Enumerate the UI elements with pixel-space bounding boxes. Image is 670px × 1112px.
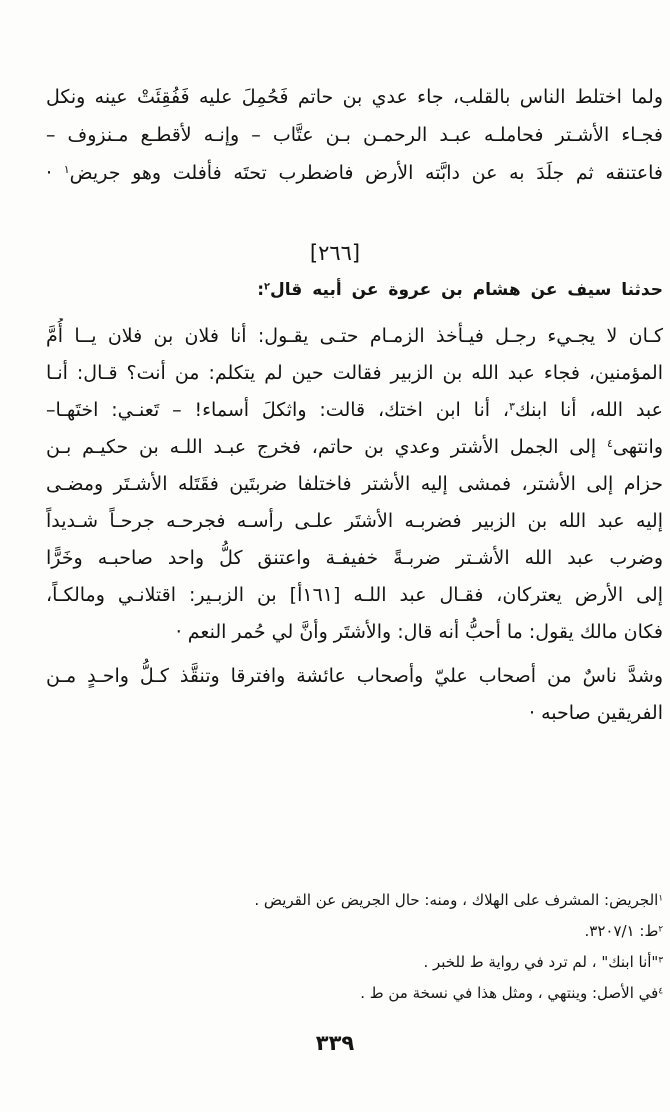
text-line [46,275,663,305]
text-run: ولما اختلط الناس بالقلب، جاء عدي بن حاتم فَحُمِلَ عليه فَفُقِئَتْ عينه ونكل [46,86,663,108]
text-line [46,577,663,614]
text-run: فكان مالك يقول: ما أحبُّ أنه قال: والأشتَر وأنَّ لي حُمر النعم · [175,621,663,643]
text-line [46,154,663,192]
footnote-reference: ٣ [509,399,515,413]
text-line [46,355,663,392]
footnotes [46,885,663,1009]
text-run: إلى الأرض يعتركان، فقـال عبد اللـه [١٦١أ] بن الزبـير: اقتلانـي ومالكـاً، [46,584,663,606]
text-run: ، أنا ابن اختك، قالت: واثكلَ أسماء! – تَعنـي: اختَهـا– [46,399,510,421]
text-run: إلى الجمل الأشتر وعدي بن حاتم، فخرج عبـد اللـه بن حكيـم بـن [46,436,607,458]
text-run: · [46,162,64,184]
text-run: إليه عبد الله بن الزبير فضربـه الأشتَر علـى رأسـه فجرحـه جرحـاً شـديداً [46,510,663,532]
footnote-reference: ٤ [607,436,613,450]
footnote-reference: ١ [63,162,70,176]
text-line [46,695,663,732]
text-run: وشدَّ ناسٌ من أصحاب عليّ وأصحاب عائشة وافترقا وتنقَّذ كـلُّ واحـدٍ مـن [46,665,663,687]
text-run: "أنا ابنك" ، لم ترد في رواية ط للخبر . [423,953,659,971]
text-line [46,540,663,577]
text-run: فجـاء الأشـتر فحاملـه عبـد الرحمـن بـن عتَّاب – وإنـه لأقطـع مـنزوف – [46,124,663,146]
footnote-reference: ٢ [658,924,663,935]
text-run: المؤمنين، فجاء عبد الله بن الزبير فقالت حين لم يتكلم: من أنت؟ قـال: أنـا [46,362,663,384]
paragraph-2 [46,318,663,651]
paragraph-1 [46,78,663,192]
text-run: في الأصل: وينتهي ، ومثل هذا في نسخة من ط . [360,984,659,1002]
text-run: وانتهى [612,436,663,458]
text-line [46,947,663,978]
text-line [46,503,663,540]
text-run: الجريض: المشرف على الهلاك ، ومنه: حال الجريض عن القريض . [254,891,659,909]
footnote-reference: ٤ [658,986,663,997]
text-line [46,978,663,1009]
text-line [46,885,663,916]
text-line [46,614,663,651]
text-run: : [257,280,264,300]
text-line [46,116,663,154]
page-number: ٣٣٩ [315,1031,355,1055]
footnote-reference: ١ [658,893,663,904]
text-run: حدثنا سيف عن هشام بن عروة عن أبيه قال [270,280,663,300]
isnad-line [46,275,663,305]
text-run: حزام إلى الأشتر، فمشى إليه الأشتر فاختلفا ضربتَين فقَتَله الأشـتَر ومضـى [46,473,663,495]
text-run: وضرب عبد الله الأشـتر ضربـةً خفيفـة واعتنق كلُّ واحد صاحبـه وخَرًّا [46,547,663,569]
text-line [46,916,663,947]
text-line [46,78,663,116]
text-line [46,318,663,355]
paragraph-3 [46,658,663,732]
text-line [46,658,663,695]
text-run: عبد الله، أنا ابنك [514,399,663,421]
footnote-reference: ٣ [658,955,663,966]
text-run: الفريقين صاحبه · [529,702,663,724]
section-number-heading: [٢٦٦] [309,241,361,265]
text-line [46,429,663,466]
text-line [46,392,663,429]
footnote-reference: ٢ [264,281,271,293]
text-run: كـان لا يجـيء رجـل فيـأخذ الزمـام حتـى يقـول: أنا فلان بن فلان يــا أُمَّ [46,325,663,347]
text-run: ط: ٣٢٠٧/١. [584,922,659,940]
text-line [46,466,663,503]
text-run: فاعتنقه ثم جلَدَ به عن دابَّته الأرض فاضطرب تحتَه فأفلت وهو جريض [69,162,663,184]
